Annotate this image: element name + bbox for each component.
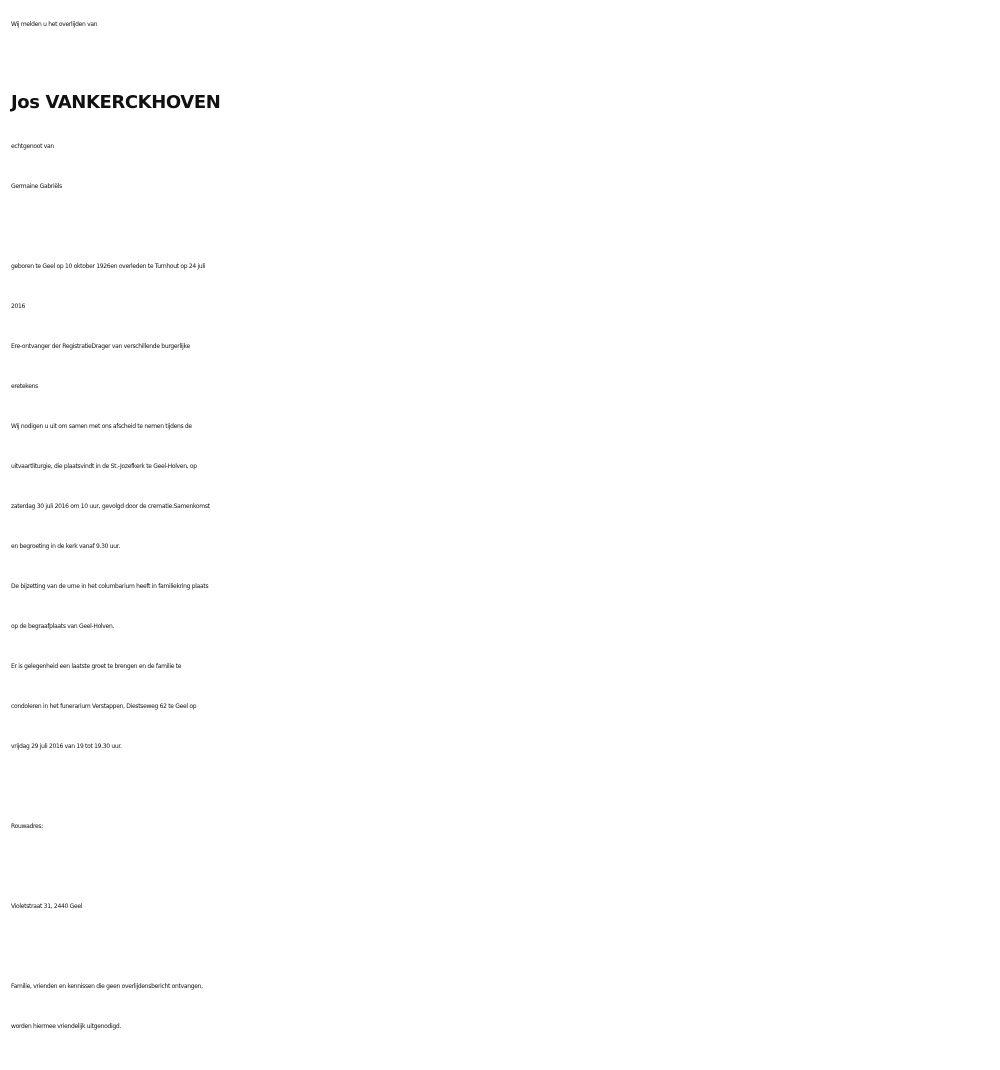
- spacer: [11, 847, 993, 887]
- body-line: 2016: [11, 303, 26, 310]
- spacer: [11, 927, 993, 967]
- body-line: Er is gelegenheid een laatste groet te brengen en de familie te: [11, 663, 182, 670]
- notice-body: [11, 247, 993, 767]
- address-value: Violetstraat 31, 2440 Geel: [11, 903, 83, 910]
- relation-label: echtgenoot van: [11, 143, 54, 150]
- body-line: eretekens: [11, 383, 38, 390]
- body-line: uitvaartliturgie, die plaatsvindt in de St.-Jozefkerk te Geel-Holven, op: [11, 463, 197, 470]
- body-line: vrijdag 29 juli 2016 van 19 tot 19.30 uur.: [11, 743, 122, 750]
- spacer: [11, 767, 993, 807]
- closing-line: worden hiermee vriendelijk uitgenodigd.: [11, 1023, 121, 1030]
- body-line: condoleren in het funerarium Verstappen, Diestseweg 62 te Geel op: [11, 703, 197, 710]
- intro-text: Wij melden u het overlijden van: [11, 21, 98, 28]
- body-line: op de begraafplaats van Geel-Holven.: [11, 623, 115, 630]
- body-line: zaterdag 30 juli 2016 om 10 uur, gevolgd door de crematie.Samenkomst: [11, 503, 210, 510]
- address-label: Rouwadres:: [11, 823, 43, 830]
- body-line: De bijzetting van de urne in het columbarium heeft in familiekring plaats: [11, 583, 209, 590]
- death-notice: [11, 0, 993, 1047]
- spacer: [11, 207, 993, 247]
- body-line: en begroeting in de kerk vanaf 9.30 uur.: [11, 543, 120, 550]
- spouse-name: Germaine Gabriëls: [11, 183, 62, 190]
- closing-line: Familie, vrienden en kennissen die geen overlijdensbericht ontvangen,: [11, 983, 203, 990]
- body-line: Ere-ontvanger der RegistratieDrager van verschillende burgerlijke: [11, 343, 190, 350]
- body-line: Wij nodigen u uit om samen met ons afscheid te nemen tijdens de: [11, 423, 192, 430]
- deceased-name: Jos VANKERCKHOVEN: [11, 92, 221, 113]
- body-line: geboren te Geel op 10 oktober 1926en overleden te Turnhout op 24 juli: [11, 263, 206, 270]
